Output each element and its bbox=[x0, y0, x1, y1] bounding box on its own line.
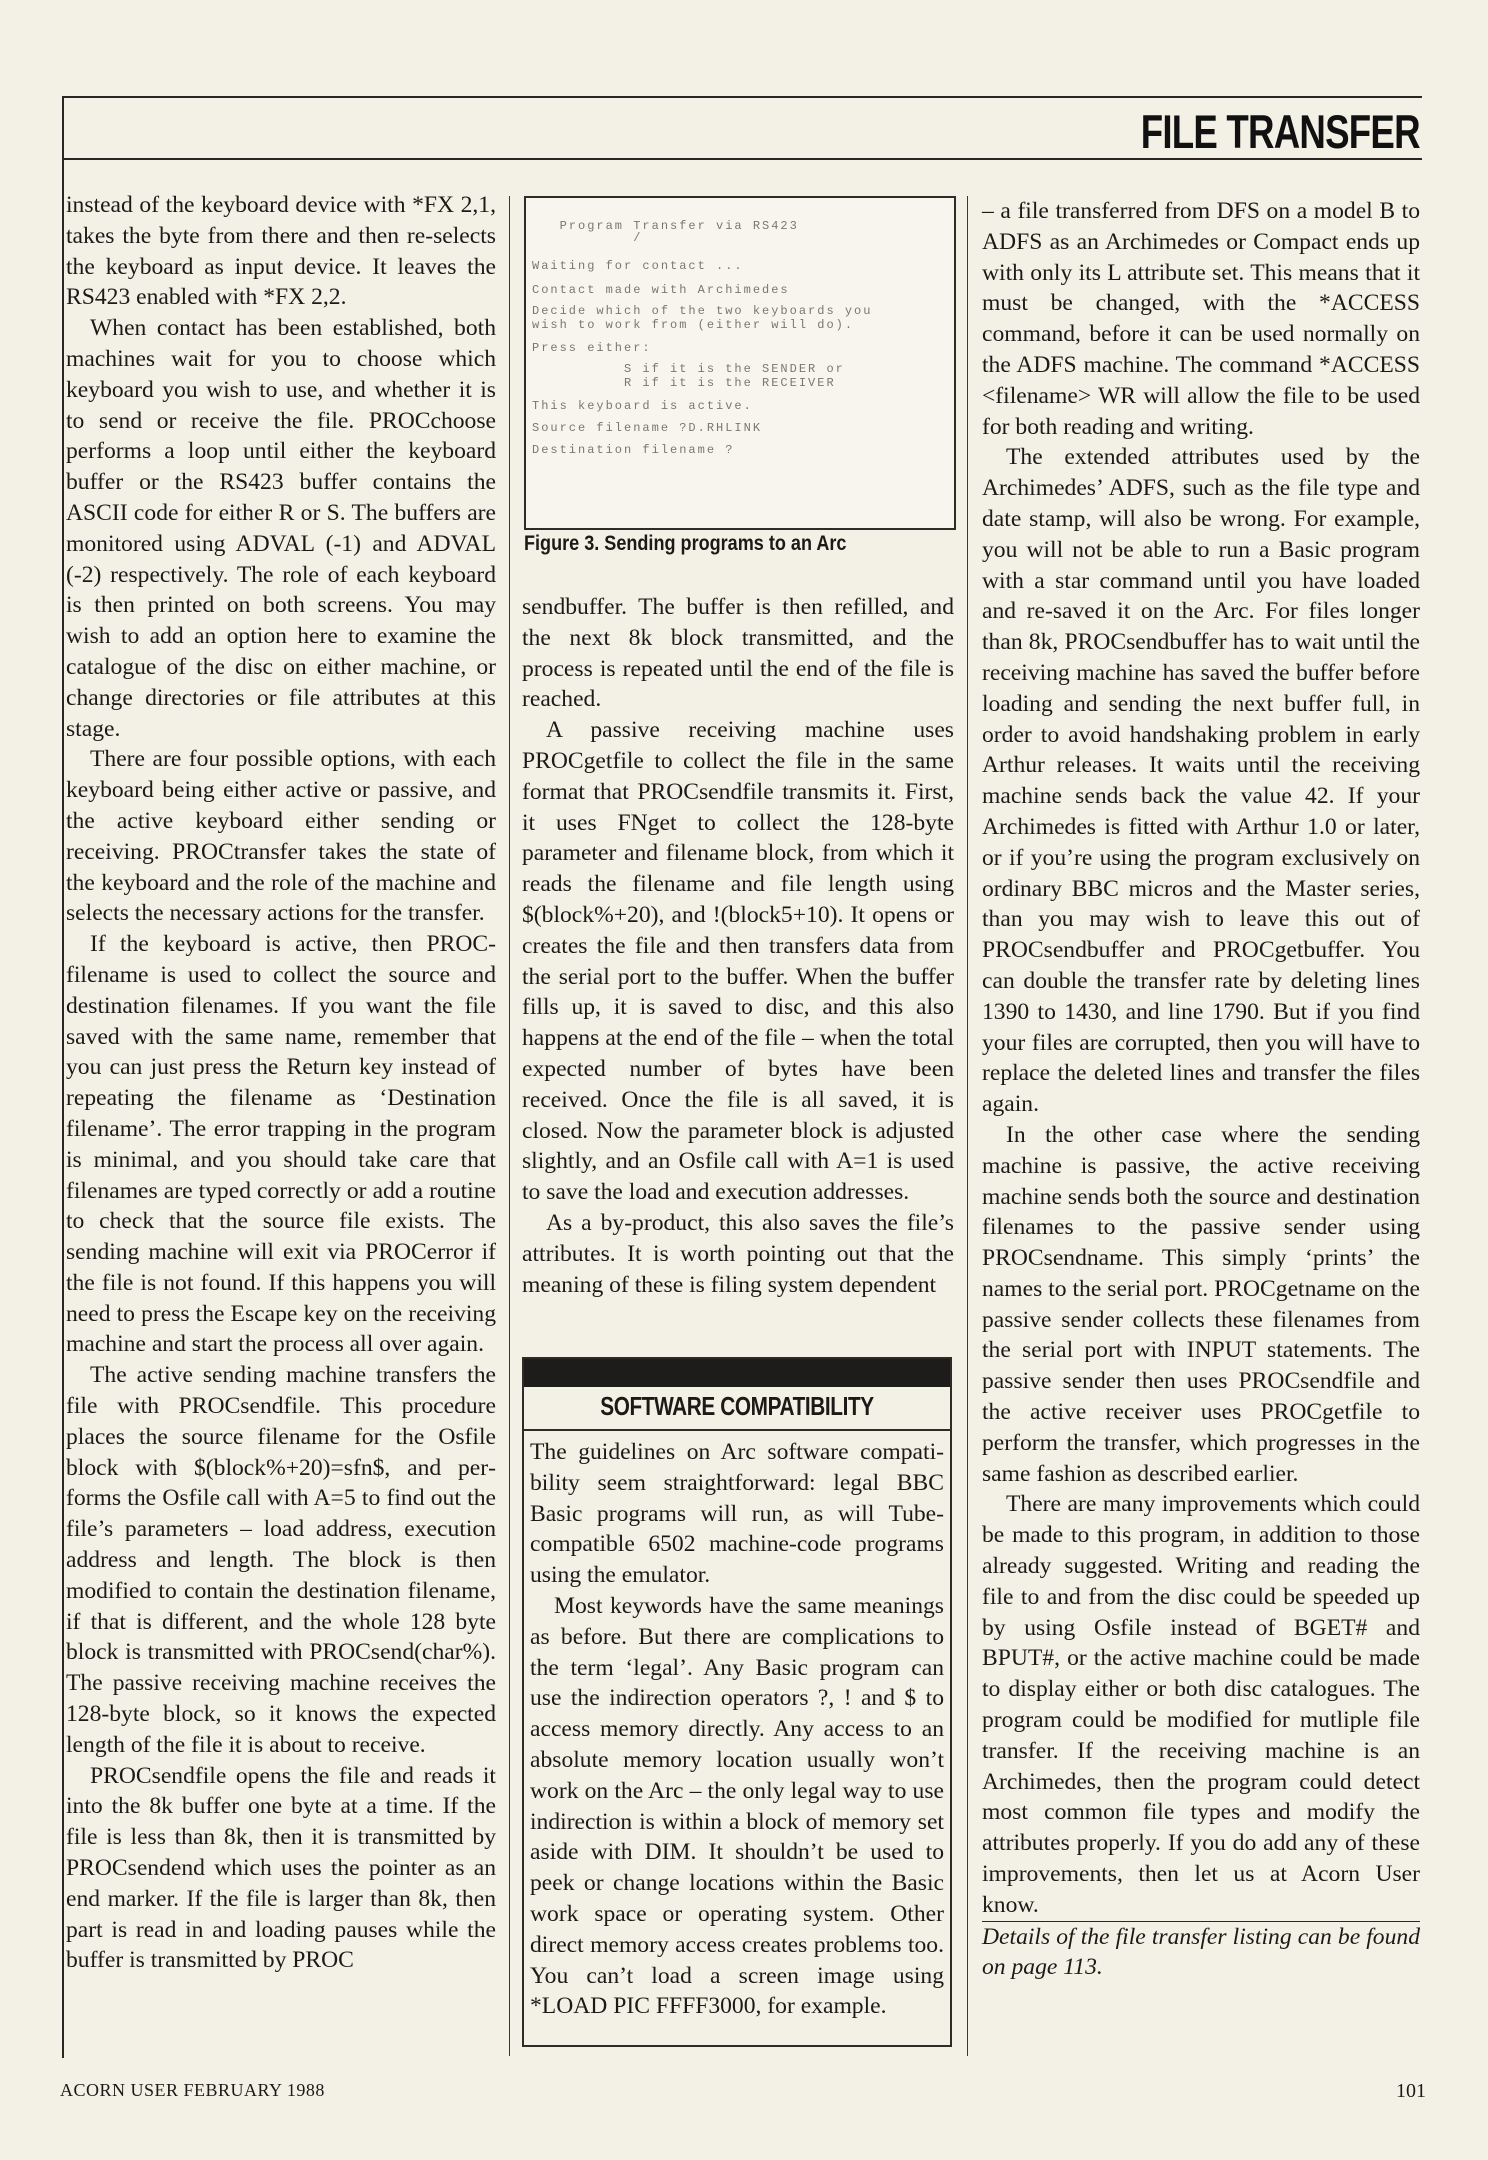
screen-line: This keyboard is active. bbox=[532, 399, 753, 413]
paragraph: instead of the keyboard device with *FX 2,1, takes the byte from there and then re-selects the keyboard as input device. It leaves the RS423 enabled with *FX 2,2. bbox=[66, 192, 496, 311]
paragraph: There are four possible options, with each keyboard being either active or passive, and the active keyboard either sending or receiving. PROCtransfer takes the state of the keyboard and the role of the machine and selects the necessary actions for the transfer. bbox=[66, 746, 496, 927]
article-column-3 bbox=[982, 196, 1420, 1983]
paragraph: When contact has been established, both machines wait for you to choose which keyboard you wish to use, and whether it is to send or receive the file. PROCchoose performs a loop until either the keyboard buffer or the RS423 buffer contains the ASCII code for either R or S. The buffers are monitored using ADVAL (-1) and ADVAL (-2) respectively. The role of each keyboard is then printed on both screens. You may wish to add an option here to examine the catalogue of the disc on either machine, or change directories or file attributes at this stage. bbox=[66, 315, 496, 742]
paragraph: sendbuffer. The buffer is then refilled, and the next 8k block transmitted, and the process is repeated until the end of the file is reached. bbox=[522, 594, 954, 713]
sidebar-rule bbox=[524, 1429, 950, 1431]
sidebar-box bbox=[522, 1357, 952, 2047]
title-rule bbox=[62, 158, 1422, 160]
page-frame-top bbox=[62, 96, 1422, 98]
screen-line: wish to work from (either will do). bbox=[532, 318, 855, 332]
paragraph: A passive receiving machine uses PROCgetfile to collect the file in the same format that PROCsendfile transmits it. First, it uses FNget to collect the 128-byte parameter and filename block, from which it reads the filename and file length using $(block%+20), and !(block5+10). It opens or creates the file and then transfers data from the serial port to the buffer. When the buffer fills up, it is saved to disc, and this also happens at the end of the file – when the total expected number of bytes have been received. Once the file is all saved, it is closed. Now the parameter block is adjusted slightly, and an Osfile call with A=1 is used to save the load and execution addresses. bbox=[522, 717, 954, 1206]
paragraph: As a by-product, this also saves the file’s attributes. It is worth pointing out that the meaning of these is filing system dependent bbox=[522, 1209, 954, 1298]
footer-publication: ACORN USER FEBRUARY 1988 bbox=[60, 2080, 325, 2100]
article-column-2 bbox=[522, 592, 954, 1300]
screen-line: R if it is the RECEIVER bbox=[532, 376, 836, 390]
screen-line: Program Transfer via RS423 bbox=[532, 219, 799, 233]
screen-line: Contact made with Archimedes bbox=[532, 283, 790, 297]
sidebar-title: SOFTWARE COMPATIBILITY bbox=[600, 1391, 874, 1421]
paragraph: The extended attributes used by the Archimedes’ ADFS, such as the file type and date stamp, will also be wrong. For example, you will not be able to run a Basic program with a star command until you have loaded and re-saved it on the Arc. For files longer than 8k, PROCsendbuffer has to wait until the receiving machine has saved the buffer before loading and sending the next buffer full, in order to avoid handshaking problem in early Arthur releases. It waits until the receiving machine sends back the value 42. If your Archimedes is fitted with Arthur 1.0 or later, or if you’re using the program exclusively on ordinary BBC micros and the Master series, than you may wish to leave this out of PROCsendbuffer and PROCgetbuffer. You can double the transfer rate by deleting lines 1390 to 1430, and line 1790. But if you find your files are corrupted, then you will have to replace the deleted lines and transfer the files again. bbox=[982, 444, 1420, 1118]
paragraph: The active sending machine transfers the file with PROCsendfile. This procedure places the source filename for the Osfile block with $(block%+20)=sfn$, and performs the Osfile call with A=5 to find out the file’s parameters – load address, execution address and length. The block is then modified to contain the destination filename, if that is different, and the whole 128 byte block is transmitted with PROCsend(char%). The passive receiving machine receives the 128-byte block, so it knows the expected length of the file it is about to receive. bbox=[66, 1362, 496, 1758]
paragraph: PROCsendfile opens the file and reads it into the 8k buffer one byte at a time. If the file is less than 8k, then it is transmitted by PROCsendend which uses the pointer as an end marker. If the file is larger than 8k, then part is read in and loading pauses while the buffer is transmitted by PROC bbox=[66, 1762, 496, 1974]
column-divider bbox=[509, 196, 510, 2056]
figure-screenshot bbox=[524, 196, 956, 530]
paragraph: In the other case where the sending machine is passive, the active receiving machine sends both the source and destination filenames to the passive sender using PROCsendname. This simply ‘prints’ the names to the serial port. PROCgetname on the passive sender collects these filenames from the serial port with INPUT statements. The passive sender then uses PROCsendfile and the active receiver uses PROCgetfile to perform the transfer, which progresses in the same fashion as described earlier. bbox=[982, 1121, 1420, 1487]
page-frame-left bbox=[62, 96, 64, 2058]
screen-line: Source filename ?D.RHLINK bbox=[532, 421, 763, 435]
figure-caption: Figure 3. Sending programs to an Arc bbox=[524, 532, 847, 555]
screen-line: Destination filename ? bbox=[532, 443, 735, 457]
section-title: FILE TRANSFER bbox=[1140, 105, 1420, 158]
listing-note: Details of the file transfer listing can be found on page 113. bbox=[982, 1921, 1420, 1984]
screen-line: Waiting for contact ... bbox=[532, 259, 744, 273]
paragraph: There are many improvements which could be made to this program, in addition to those already suggested. Writing and reading the file to and from the disc could be speeded up by using Osfile instead of BGET# and BPUT#, or the active machine could be made to display either or both disc catalogues. The program could be modified for mutliple file transfer. If the receiving machine is an Archimedes, then the program could detect most common file types and modify the attributes properly. If you do add any of these improvements, then let us at Acorn User know. bbox=[982, 1491, 1420, 1918]
screen-line: Press either: bbox=[532, 341, 652, 355]
sidebar-text bbox=[530, 1437, 944, 2022]
page-number: 101 bbox=[1396, 2080, 1426, 2102]
column-divider bbox=[967, 196, 968, 2056]
screen-line: Decide which of the two keyboards you bbox=[532, 304, 873, 318]
paragraph: – a file transferred from DFS on a model B to ADFS as an Archimedes or Compact ends up with only its L attribute set. This means that it must be changed, with the *ACCESS command, before it can be used normally on the ADFS machine. The command *ACCESS <filename> WR will allow the file to be used for both reading and writing. bbox=[982, 198, 1420, 440]
article-column-1 bbox=[66, 190, 496, 1976]
screen-line: / bbox=[532, 231, 643, 245]
paragraph: Most keywords have the same meanings as before. But there are complications to the term ‘legal’. Any Basic program can use the indirection operators ?, ! and $ to access memory directly. Any access to an absolute memory location usually won’t work on the Arc – the only legal way to use indirection is within a block of memory set aside with DIM. It shouldn’t be used to peek or change locations within the Basic work space or operating system. Other direct memory access creates problems too. You can’t load a screen image using *LOAD PIC FFFF3000, for example. bbox=[530, 1592, 944, 2020]
sidebar-header-bar bbox=[524, 1359, 950, 1387]
paragraph: If the keyboard is active, then PROCfilename is used to collect the source and destination filenames. If you want the file saved with the same name, remember that you can just press the Return key instead of repeating the filename as ‘Destination filename’. The error trapping in the program is minimal, and you should take care that filenames are typed correctly or add a routine to check that the source file exists. The sending machine will exit via PROCerror if the file is not found. If this happens you will need to press the Escape key on the receiving machine and start the process all over again. bbox=[66, 931, 496, 1358]
paragraph: The guidelines on Arc software compatibility seem straightforward: legal BBC Basic programs will run, as will Tube-compatible 6502 machine-code programs using the emulator. bbox=[530, 1439, 944, 1589]
screen-line: S if it is the SENDER or bbox=[532, 362, 845, 376]
